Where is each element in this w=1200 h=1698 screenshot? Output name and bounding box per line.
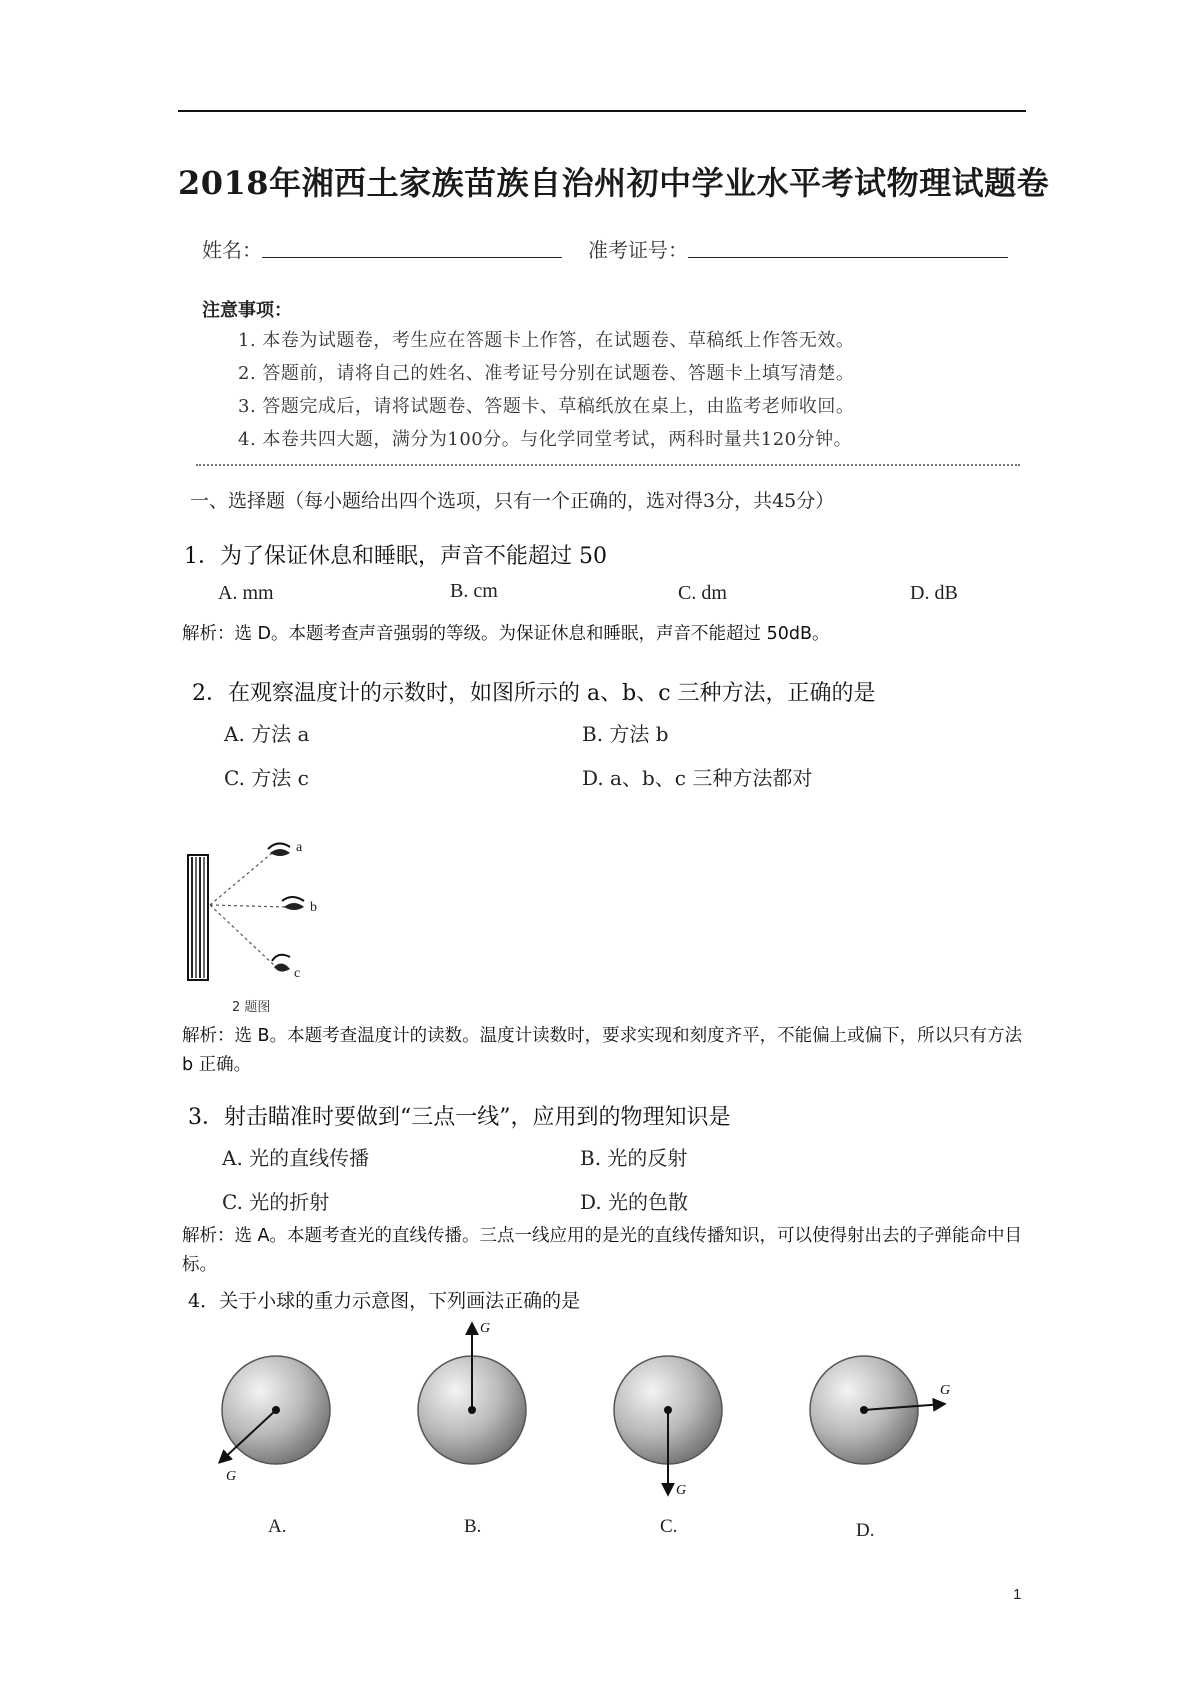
header-rule: [178, 110, 1026, 112]
question-3-stem: 3．射击瞄准时要做到“三点一线”，应用到的物理知识是: [188, 1105, 731, 1130]
eye-icon: [272, 955, 290, 972]
label-c: c: [294, 966, 301, 981]
question-2-stem: 2．在观察温度计的示数时，如图所示的 a、b、c 三种方法，正确的是: [192, 681, 876, 706]
notice-title: 注意事项：: [202, 300, 292, 321]
thermometer: [188, 855, 208, 980]
id-field[interactable]: [688, 257, 1008, 258]
q1-analysis: 解析：选 D。本题考查声音强弱的等级。为保证休息和睡眠，声音不能超过 50dB。: [182, 624, 830, 644]
ball-option-b: [418, 1321, 526, 1464]
label-b: b: [310, 900, 317, 915]
q4-option-a: A.: [268, 1516, 287, 1537]
exam-title: 2018年湘西土家族苗族自治州初中学业水平考试物理试题卷: [178, 164, 1050, 202]
force-label: G: [226, 1469, 237, 1484]
q2-option-b: B. 方法 b: [582, 722, 669, 746]
ball-option-a: [220, 1356, 330, 1484]
sight-line-b: [210, 905, 286, 907]
ball-option-d: [810, 1356, 950, 1464]
thermometer-figure: [180, 815, 340, 1015]
notice-item: 4. 本卷共四大题，满分为100分。与化学同堂考试，两科时量共120分钟。: [238, 429, 853, 450]
q3-option-a: A. 光的直线传播: [222, 1146, 370, 1170]
q3-option-b: B. 光的反射: [580, 1146, 688, 1170]
q3-option-c: C. 光的折射: [222, 1190, 330, 1214]
q4-option-d: D.: [856, 1520, 875, 1541]
notice-item: 3. 答题完成后，请将试题卷、答题卡、草稿纸放在桌上，由监考老师收回。: [238, 396, 855, 417]
q4-option-c: C.: [660, 1516, 678, 1537]
gravity-diagrams: [200, 1310, 980, 1550]
question-1-stem: 1．为了保证休息和睡眠，声音不能超过 50: [184, 544, 607, 569]
section-divider: [196, 464, 1020, 466]
page-number: 1: [1013, 1586, 1022, 1603]
notice-item: 2. 答题前，请将自己的姓名、准考证号分别在试题卷、答题卡上填写清楚。: [238, 363, 855, 384]
q2-option-a: A. 方法 a: [224, 722, 310, 746]
section-heading: 一、选择题（每小题给出四个选项，只有一个正确的，选对得3分，共45分）: [190, 490, 835, 512]
q2-option-d: D. a、b、c 三种方法都对: [582, 766, 813, 790]
q3-analysis: 解析：选 A。本题考查光的直线传播。三点一线应用的是光的直线传播知识，可以使得射出去的子弹能命中目标。: [182, 1226, 1023, 1275]
figure-caption: 2 题图: [232, 1000, 271, 1015]
q2-analysis: 解析：选 B。本题考查温度计的读数。温度计读数时，要求实现和刻度齐平，不能偏上或偏下，所以只有方法 b 正确。: [182, 1026, 1023, 1075]
force-label: G: [676, 1483, 687, 1498]
force-label: G: [480, 1321, 491, 1336]
q3-option-d: D. 光的色散: [580, 1190, 689, 1214]
name-label: 姓名：: [202, 238, 262, 262]
id-label: 准考证号：: [588, 238, 688, 262]
q1-option-c: C. dm: [678, 582, 727, 604]
q1-option-b: B. cm: [450, 580, 498, 602]
q2-option-c: C. 方法 c: [224, 766, 309, 790]
q4-option-b: B.: [464, 1516, 482, 1537]
q1-option-a: A. mm: [218, 582, 274, 604]
label-a: a: [296, 840, 303, 855]
notice-item: 1. 本卷为试题卷，考生应在答题卡上作答，在试题卷、草稿纸上作答无效。: [238, 330, 855, 351]
eye-icon: [282, 897, 304, 910]
ball-option-c: [614, 1356, 722, 1498]
sight-line-c: [210, 905, 276, 967]
q1-option-d: D. dB: [910, 582, 958, 604]
name-field[interactable]: [262, 257, 562, 258]
question-4-stem: 4．关于小球的重力示意图，下列画法正确的是: [188, 1290, 581, 1312]
sight-line-a: [210, 853, 272, 905]
force-label: G: [940, 1383, 951, 1398]
